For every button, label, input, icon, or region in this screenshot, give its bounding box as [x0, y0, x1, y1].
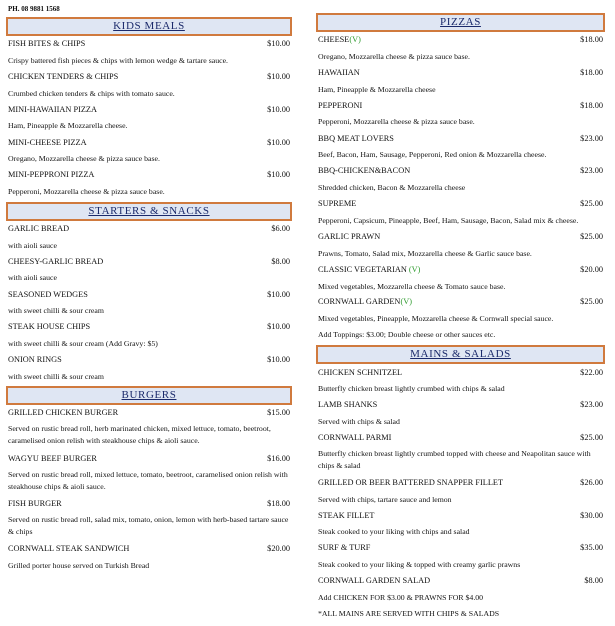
menu-item-price: $8.00 — [584, 576, 603, 585]
menu-item-price: $10.00 — [267, 39, 290, 48]
menu-item-description: Crispy battered fish pieces & chips with lemon wedge & tartare sauce. — [8, 56, 228, 65]
menu-item-name: MINI-PEPPRONI PIZZA — [8, 170, 95, 179]
menu-item-description: Steak cooked to your liking with chips and salad — [318, 527, 470, 536]
menu-item-name: GRILLED CHICKEN BURGER — [8, 408, 119, 417]
menu-item-name: SUPREME — [318, 199, 357, 208]
menu-item-price: $18.00 — [267, 499, 290, 508]
menu-item-description: Steak cooked to your liking & topped with creamy garlic prawns — [318, 560, 521, 569]
menu-item-name: CORNWALL GARDEN SALAD — [318, 576, 431, 585]
menu-item-price: $8.00 — [271, 257, 290, 266]
phone-number: PH. 08 9881 1568 — [8, 5, 60, 13]
menu-item-price: $10.00 — [267, 72, 290, 81]
menu-item-name: CORNWALL STEAK SANDWICH — [8, 544, 130, 553]
menu-item-name: GRILLED OR BEER BATTERED SNAPPER FILLET — [318, 478, 504, 487]
menu-item-price: $18.00 — [580, 68, 603, 77]
menu-item-price: $10.00 — [267, 170, 290, 179]
menu-item-description: Grilled porter house served on Turkish Bread — [8, 561, 150, 570]
menu-item-price: $18.00 — [580, 101, 603, 110]
menu-item-description: Ham, Pineapple & Mozzarella cheese. — [8, 121, 128, 130]
menu-item-description: Prawns, Tomato, Salad mix, Mozzarella cheese & Garlic sauce base. — [318, 249, 532, 258]
menu-item-price: $25.00 — [580, 232, 603, 241]
menu-item-name: GARLIC PRAWN — [318, 232, 381, 241]
menu-item-description: with aioli sauce — [8, 241, 57, 250]
menu-item-description: Butterfly chicken breast lightly crumbed with chips & salad — [318, 384, 505, 393]
section-header-pizzas — [316, 13, 605, 32]
menu-item-name: STEAK FILLET — [318, 511, 375, 520]
menu-item-price: $23.00 — [580, 134, 603, 143]
menu-item-description: with sweet chilli & sour cream (Add Gravy: $5) — [8, 339, 158, 348]
menu-item-price: $20.00 — [580, 265, 603, 274]
section-title: MAINS & SALADS — [410, 348, 511, 360]
menu-item-name: CHICKEN TENDERS & CHIPS — [8, 72, 119, 81]
section-title: PIZZAS — [440, 16, 481, 28]
menu-item-name: SURF & TURF — [318, 543, 371, 552]
menu-item-name: ONION RINGS — [8, 355, 62, 364]
menu-item-description: Crumbed chicken tenders & chips with tomato sauce. — [8, 89, 175, 98]
menu-item-price: $23.00 — [580, 400, 603, 409]
menu-item-description: with sweet chilli & sour cream — [8, 372, 104, 381]
menu-item-description: Ham, Pineapple & Mozzarella cheese — [318, 85, 436, 94]
menu-item-price: $10.00 — [267, 322, 290, 331]
menu-item-price: $20.00 — [267, 544, 290, 553]
menu-item-description: Served with chips & salad — [318, 417, 400, 426]
menu-item-description: Served on rustic bread roll, herb marinated chicken, mixed lettuce, tomato, beetroot, caramelised onion relish with steakhouse chips & aioli sauce. — [8, 424, 271, 445]
vegetarian-marker: (V) — [349, 35, 361, 44]
menu-item-price: $23.00 — [580, 166, 603, 175]
menu-item-price: $10.00 — [267, 290, 290, 299]
menu-item-price: $6.00 — [271, 224, 290, 233]
menu-item-name: CORNWALL PARMI — [318, 433, 392, 442]
menu-item-name: LAMB SHANKS — [318, 400, 378, 409]
toppings-note: Add Toppings: $3.00; Double cheese or other sauces etc. — [318, 330, 496, 339]
section-header-starters-snacks — [6, 202, 292, 221]
menu-item-name: CHEESY-GARLIC BREAD — [8, 257, 104, 266]
menu-item-description: Oregano, Mozzarella cheese & pizza sauce base. — [8, 154, 160, 163]
vegetarian-marker: (V) — [408, 265, 421, 274]
menu-item-price: $35.00 — [580, 543, 603, 552]
menu-item-price: $25.00 — [580, 433, 603, 442]
section-header-kids-meals — [6, 17, 292, 36]
vegetarian-marker: (V) — [400, 297, 412, 306]
menu-item-name: BBQ MEAT LOVERS — [318, 134, 394, 143]
menu-item-description: Beef, Bacon, Ham, Sausage, Pepperoni, Red onion & Mozzarella cheese. — [318, 150, 547, 159]
menu-item-price: $16.00 — [267, 454, 290, 463]
menu-item-price: $10.00 — [267, 138, 290, 147]
menu-item-description: Pepperoni, Mozzarella cheese & pizza sauce base. — [318, 117, 475, 126]
menu-item-name: CHICKEN SCHNITZEL — [318, 368, 403, 377]
menu-item-description: with sweet chilli & sour cream — [8, 306, 104, 315]
menu-item-price: $26.00 — [580, 478, 603, 487]
menu-item-price: $15.00 — [267, 408, 290, 417]
menu-item-name: FISH BURGER — [8, 499, 62, 508]
menu-item-name: CHEESE(V) — [318, 35, 361, 44]
menu-item-description: Served on rustic bread roll, mixed lettuce, tomato, beetroot, caramelised onion relish with steakhouse chips & aioli sauce. — [8, 470, 288, 491]
section-title: BURGERS — [121, 389, 177, 401]
menu-item-name: FISH BITES & CHIPS — [8, 39, 86, 48]
menu-item-name: MINI-CHEESE PIZZA — [8, 138, 87, 147]
menu-item-name: SEASONED WEDGES — [8, 290, 88, 299]
menu-item-description: Served on rustic bread roll, salad mix, tomato, onion, lemon with herb-based tartare sauce & chips — [8, 515, 289, 536]
menu-item-name: GARLIC BREAD — [8, 224, 70, 233]
menu-item-price: $10.00 — [267, 105, 290, 114]
menu-item-name: STEAK HOUSE CHIPS — [8, 322, 91, 331]
menu-item-name: CORNWALL GARDEN(V) — [318, 297, 412, 306]
mains-served-note: *ALL MAINS ARE SERVED WITH CHIPS & SALADS — [318, 609, 500, 618]
section-title: STARTERS & SNACKS — [88, 205, 210, 217]
menu-item-description: Mixed vegetables, Mozzarella cheese & Tomato sauce base. — [318, 282, 506, 291]
menu-item-price: $22.00 — [580, 368, 603, 377]
menu-item-description: Pepperoni, Capsicum, Pineapple, Beef, Ham, Sausage, Bacon, Salad mix & cheese. — [318, 216, 579, 225]
menu-item-price: $25.00 — [580, 297, 603, 306]
mains-addon-note: Add CHICKEN FOR $3.00 & PRAWNS FOR $4.00 — [318, 593, 484, 602]
menu-item-description: Oregano, Mozzarella cheese & pizza sauce base. — [318, 52, 470, 61]
menu-item-description: Pepperoni, Mozzarella cheese & pizza sauce base. — [8, 187, 165, 196]
menu-item-name: WAGYU BEEF BURGER — [8, 454, 97, 463]
menu-item-name: BBQ-CHICKEN&BACON — [318, 166, 411, 175]
menu-item-name: PEPPERONI — [318, 101, 363, 110]
menu-item-description: Shredded chicken, Bacon & Mozzarella cheese — [318, 183, 466, 192]
section-title: KIDS MEALS — [113, 20, 185, 32]
menu-item-price: $25.00 — [580, 199, 603, 208]
section-header-burgers — [6, 386, 292, 405]
menu-item-description: Served with chips, tartare sauce and lemon — [318, 495, 452, 504]
menu-item-description: Butterfly chicken breast lightly crumbed topped with cheese and Neapolitan sauce with chips & salad — [318, 449, 591, 470]
section-header-mains-salads — [316, 345, 605, 364]
menu-item-price: $10.00 — [267, 355, 290, 364]
menu-item-price: $18.00 — [580, 35, 603, 44]
menu-item-price: $30.00 — [580, 511, 603, 520]
menu-item-description: Mixed vegetables, Pineapple, Mozzarella cheese & Cornwall special sauce. — [318, 314, 554, 323]
menu-item-name: MINI-HAWAIIAN PIZZA — [8, 105, 97, 114]
menu-item-name: CLASSIC VEGETARIAN (V) — [318, 265, 421, 274]
menu-item-name: HAWAIIAN — [318, 68, 360, 77]
menu-item-description: with aioli sauce — [8, 273, 57, 282]
